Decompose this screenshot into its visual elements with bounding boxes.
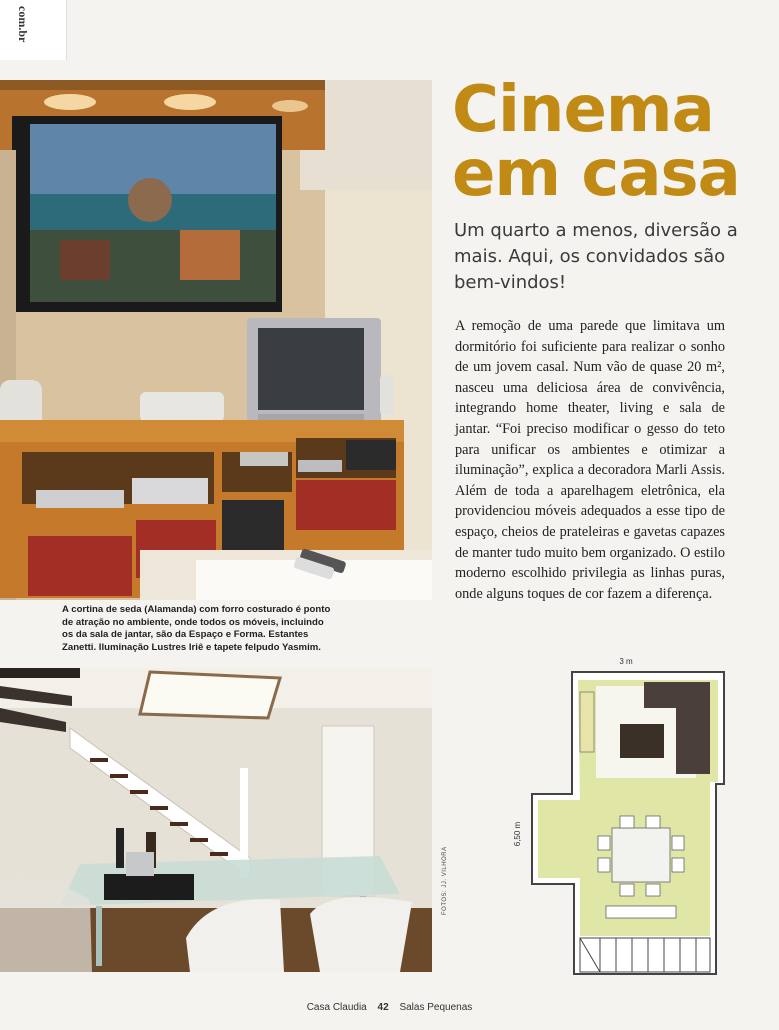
footer-magazine: Casa Claudia (306, 1002, 367, 1013)
page-footer (0, 1002, 779, 1013)
plan-height-label: 6,50 m (513, 821, 522, 847)
dining-room-photo (0, 668, 432, 972)
article-subtitle: Um quarto a menos, diversão a mais. Aqui, os convidados são bem-vindos! (454, 220, 738, 293)
plan-width-label: 3 m (619, 657, 633, 666)
article-body: A remoção de uma parede que limitava um dormitório foi suficiente para realizar o sonho de um jovem casal. Num vão de quase 20 m², nasceu uma deliciosa área de convivência, integrando home theater, living e sala de jantar. “Foi preciso modificar o gesso do teto para unificar os ambientes e otimizar a iluminação”, explica a decoradora Marli Assis. Além de toda a aparelhagem eletrônica, ela providenciou móveis adequados a esse tipo de espaço, cheios de prateleiras e gavetas capazes de manter tudo muito bem organizado. O estilo moderno escolhido privilegia as linhas puras, onde alguns toques de cor fazem a diferença. (455, 318, 725, 602)
article-title (452, 73, 762, 211)
title-line-2: em casa (452, 137, 740, 211)
photo-caption: A cortina de seda (Alamanda) com forro costurado é ponto de atração no ambiente, onde todos os móveis, incluindo os da sala de jantar, são da Espaço e Forma. Estantes Zanetti. Iluminação Lustres Iriê e tapete felpudo Yasmim. (62, 604, 331, 653)
url-fragment: com.br (16, 6, 30, 43)
photo-credit: FOTOS: JJ. VILHORA (442, 846, 448, 915)
floor-plan (496, 654, 736, 978)
home-theater-photo (0, 80, 432, 600)
footer-page-number: 42 (377, 1002, 389, 1013)
scan-edge (0, 0, 67, 60)
footer-section: Salas Pequenas (399, 1002, 473, 1013)
title-line-1: Cinema (452, 73, 714, 147)
